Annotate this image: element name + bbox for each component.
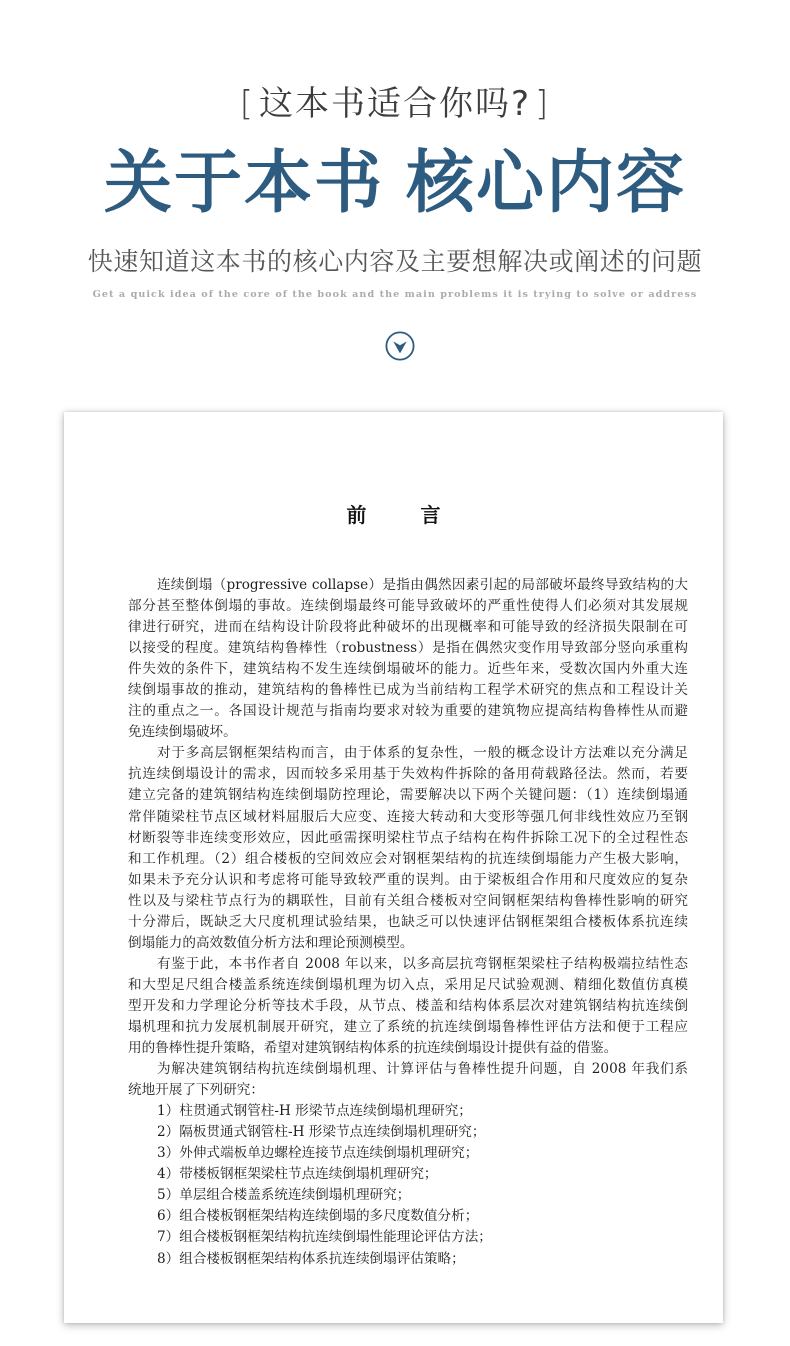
research-list-item: 4）带楼板钢框架梁柱节点连续倒塌机理研究； <box>157 1166 438 1183</box>
paragraph-line: 有鉴于此，本书作者自 2008 年以来，以多高层抗弯钢框架梁柱子结构极端拉结性态 <box>157 955 688 972</box>
close-bracket: ] <box>535 84 551 124</box>
paragraph-line: 部分甚至整体倒塌的事故。连续倒塌最终可能导致破坏的严重性使得人们必须对其发展规 <box>128 598 688 615</box>
preface-heading-char1: 前 <box>346 503 367 527</box>
research-list-item: 6）组合楼板钢框架结构连续倒塌的多尺度数值分析； <box>157 1208 479 1225</box>
paragraph-line: 十分滞后，既缺乏大尺度机理试验结果，也缺乏可以快速评估钢框架组合楼板体系抗连续 <box>128 913 688 930</box>
paragraph-line: 续倒塌事故的推动，建筑结构的鲁棒性已成为当前结构工程学术研究的焦点和工程设计关 <box>128 682 688 699</box>
preface-heading-char2: 言 <box>420 503 441 527</box>
research-list-item: 7）组合楼板钢框架结构抗连续倒塌性能理论评估方法； <box>157 1229 492 1246</box>
preface-body <box>128 575 688 1270</box>
paragraph-line: 用的鲁棒性提升策略，希望对建筑钢结构体系的抗连续倒塌设计提供有益的借鉴。 <box>128 1040 618 1057</box>
kicker-text: 这本书适合你吗? <box>258 84 532 124</box>
subtitle-english: Get a quick idea of the core of the book and the main problems it is trying to solve or address <box>92 289 698 300</box>
chevron-down-circle-icon <box>385 331 415 361</box>
paragraph-line: 如果未予充分认识和考虑将可能导致较严重的误判。由于梁板组合作用和尺度效应的复杂 <box>128 871 688 888</box>
open-bracket: [ <box>239 84 255 124</box>
paragraph-line: 件失效的条件下，建筑结构不发生连续倒塌破坏的能力。近些年来，受数次国内外重大连 <box>128 661 688 678</box>
research-list-item: 1）柱贯通式钢管柱-H 形梁节点连续倒塌机理研究； <box>157 1103 472 1120</box>
paragraph-line: 免连续倒塌破坏。 <box>128 724 237 741</box>
paragraph-line: 统地开展了下列研究： <box>128 1082 264 1099</box>
paragraph-line: 和大型足尺组合楼盖系统连续倒塌机理为切入点，采用足尺试验观测、精细化数值仿真模 <box>128 976 688 993</box>
paragraph-line: 倒塌能力的高效数值分析方法和理论预测模型。 <box>128 934 414 951</box>
scroll-down-button[interactable] <box>385 331 415 361</box>
paragraph-line: 注的重点之一。各国设计规范与指南均要求对较为重要的建筑物应提高结构鲁棒性从而避 <box>128 703 688 720</box>
subtitle: 快速知道这本书的核心内容及主要想解决或阐述的问题 <box>87 247 703 276</box>
paragraph-line: 和工作机理。（2）组合楼板的空间效应会对钢框架结构的抗连续倒塌能力产生极大影响， <box>128 850 688 867</box>
paragraph-line: 律进行研究，进而在结构设计阶段将此种破坏的出现概率和可能导致的经济损失限制在可 <box>128 619 688 636</box>
research-list-item: 3）外伸式端板单边螺栓连接节点连续倒塌机理研究； <box>157 1145 479 1162</box>
paragraph-line: 建立完备的建筑钢结构连续倒塌防控理论，需要解决以下两个关键问题：（1）连续倒塌通 <box>128 787 688 804</box>
paragraph-line: 常伴随梁柱节点区域材料屈服后大应变、连接大转动和大变形等强几何非线性效应乃至钢 <box>128 808 688 825</box>
page-title <box>0 138 790 228</box>
paragraph-line: 塌机理和抗力发展机制展开研究，建立了系统的抗连续倒塌鲁棒性评估方法和便于工程应 <box>128 1018 688 1035</box>
book-page-preview <box>64 412 723 1323</box>
research-list-item: 2）隔板贯通式钢管柱-H 形梁节点连续倒塌机理研究； <box>157 1124 486 1141</box>
title-part-about-book: 关于本书 <box>103 143 384 223</box>
research-list-item: 8）组合楼板钢框架结构体系抗连续倒塌评估策略； <box>157 1250 465 1267</box>
section-kicker <box>0 82 790 126</box>
research-list-item: 5）单层组合楼盖系统连续倒塌机理研究； <box>157 1187 411 1204</box>
paragraph-line: 为解决建筑钢结构抗连续倒塌机理、计算评估与鲁棒性提升问题，自 2008 年我们系 <box>157 1061 688 1078</box>
paragraph-line: 对于多高层钢框架结构而言，由于体系的复杂性，一般的概念设计方法难以充分满足 <box>157 745 688 762</box>
paragraph-line: 型开发和力学理论分析等技术手段，从节点、楼盖和结构体系层次对建筑钢结构抗连续倒 <box>128 997 688 1014</box>
paragraph-line: 以接受的程度。建筑结构鲁棒性（robustness）是指在偶然灾变作用导致部分竖向承重构 <box>128 640 688 657</box>
preface-heading <box>64 500 723 530</box>
paragraph-line: 性以及与梁柱节点行为的耦联性，目前有关组合楼板对空间钢框架结构鲁棒性影响的研究 <box>128 892 688 909</box>
paragraph-line: 抗连续倒塌设计的需求，因而较多采用基于失效构件拆除的备用荷载路径法。然而，若要 <box>128 766 688 783</box>
paragraph-line: 材断裂等非连续变形效应，因此亟需探明梁柱节点子结构在构件拆除工况下的全过程性态 <box>128 829 688 846</box>
title-part-core-content: 核心内容 <box>406 143 687 223</box>
paragraph-line: 连续倒塌（progressive collapse）是指由偶然因素引起的局部破坏最终导致结构的大 <box>157 577 688 593</box>
